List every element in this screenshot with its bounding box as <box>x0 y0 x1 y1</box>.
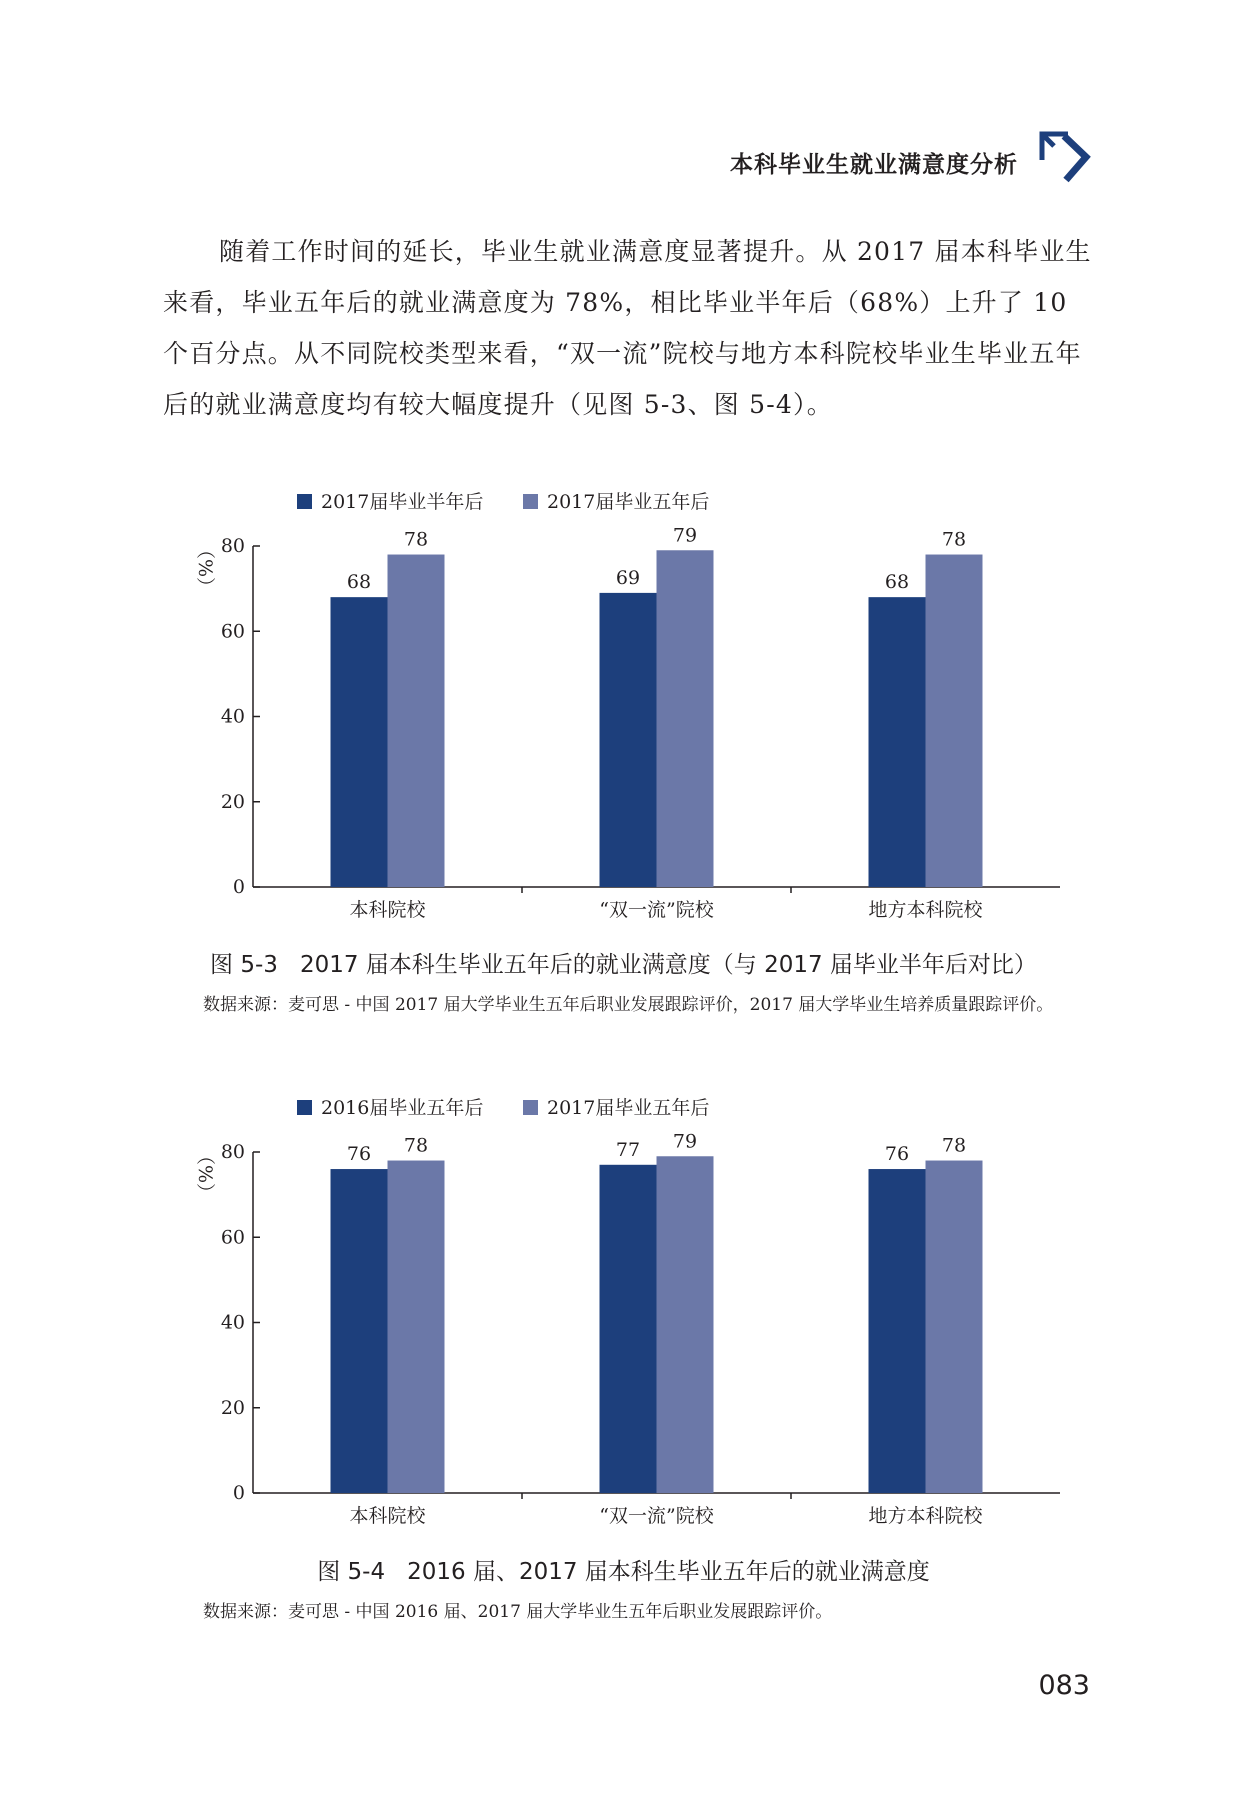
legend-swatch <box>523 1100 538 1115</box>
bar <box>600 1165 657 1493</box>
legend-swatch <box>523 494 538 509</box>
y-tick-label: 0 <box>232 1482 245 1504</box>
legend-label: 2016届毕业五年后 <box>321 1097 484 1119</box>
legend-label: 2017届毕业五年后 <box>547 491 710 513</box>
data-label: 79 <box>672 1130 698 1153</box>
data-label: 79 <box>672 524 698 547</box>
x-tick-label: 本科院校 <box>349 1505 426 1527</box>
data-label: 69 <box>615 566 641 589</box>
legend-swatch <box>297 494 312 509</box>
bar <box>600 593 657 887</box>
figure-caption <box>0 1553 1247 1586</box>
y-tick-label: 20 <box>220 1396 245 1419</box>
legend-label: 2017届毕业五年后 <box>547 1097 710 1119</box>
data-source-note: 数据来源：麦可思 - 中国 2017 届大学毕业生五年后职业发展跟踪评价，2017 届大学毕业生培养质量跟踪评价。 <box>203 995 1054 1015</box>
y-tick-label: 80 <box>220 1141 245 1163</box>
data-label: 78 <box>941 1134 967 1157</box>
y-axis-label: （%） <box>194 1146 216 1203</box>
data-label: 76 <box>346 1143 372 1166</box>
y-tick-label: 80 <box>220 535 245 557</box>
data-label: 78 <box>941 528 967 551</box>
y-tick-label: 60 <box>220 620 245 643</box>
bar <box>657 550 714 887</box>
bar <box>657 1156 714 1493</box>
x-tick-label: “双一流”院校 <box>599 1505 714 1527</box>
bar <box>388 555 445 887</box>
page-number: 083 <box>1038 1670 1090 1701</box>
y-tick-label: 40 <box>220 1311 245 1334</box>
chapter-logo-icon <box>1038 130 1094 184</box>
bar-chart-svg <box>0 470 1247 930</box>
running-header: 本科毕业生就业满意度分析 <box>730 152 1018 178</box>
figure-number: 图 5-3 <box>210 952 278 978</box>
data-label: 77 <box>615 1138 641 1161</box>
data-label: 76 <box>884 1143 910 1166</box>
figure-caption <box>0 946 1247 979</box>
y-axis-label: （%） <box>194 540 216 597</box>
chart-figure-5-4 <box>0 1076 1247 1536</box>
data-label: 68 <box>884 571 910 594</box>
data-label: 68 <box>346 571 372 594</box>
body-paragraph: 随着工作时间的延长，毕业生就业满意度显著提升。从 2017 届本科毕业生来看，毕业五年后的就业满意度为 78%，相比毕业半年后（68%）上升了 10 个百分点。从不同院校类型来看，“双一流”院校与地方本科院校毕业生毕业五年后的就业满意度均有较大幅度提升（见图 5-3、图 5-4）。 <box>163 237 1092 419</box>
data-label: 78 <box>403 1134 429 1157</box>
legend-label: 2017届毕业半年后 <box>321 491 484 513</box>
bar <box>331 597 388 887</box>
data-source-note: 数据来源：麦可思 - 中国 2016 届、2017 届大学毕业生五年后职业发展跟踪评价。 <box>203 1602 833 1622</box>
bar <box>388 1161 445 1493</box>
bar <box>869 1169 926 1493</box>
y-tick-label: 0 <box>232 876 245 898</box>
bar <box>926 555 983 887</box>
figure-title: 2017 届本科生毕业五年后的就业满意度（与 2017 届毕业半年后对比） <box>299 952 1037 978</box>
figure-title: 2016 届、2017 届本科生毕业五年后的就业满意度 <box>407 1559 930 1585</box>
x-tick-label: “双一流”院校 <box>599 899 714 921</box>
chart-figure-5-3 <box>0 470 1247 930</box>
bar <box>926 1161 983 1493</box>
x-tick-label: 本科院校 <box>349 899 426 921</box>
y-tick-label: 60 <box>220 1226 245 1249</box>
bar <box>331 1169 388 1493</box>
y-tick-label: 20 <box>220 790 245 813</box>
data-label: 78 <box>403 528 429 551</box>
x-tick-label: 地方本科院校 <box>868 899 983 921</box>
bar-chart-svg <box>0 1076 1247 1536</box>
x-tick-label: 地方本科院校 <box>868 1505 983 1527</box>
legend-swatch <box>297 1100 312 1115</box>
figure-number: 图 5-4 <box>317 1559 386 1585</box>
y-tick-label: 40 <box>220 705 245 728</box>
bar <box>869 597 926 887</box>
